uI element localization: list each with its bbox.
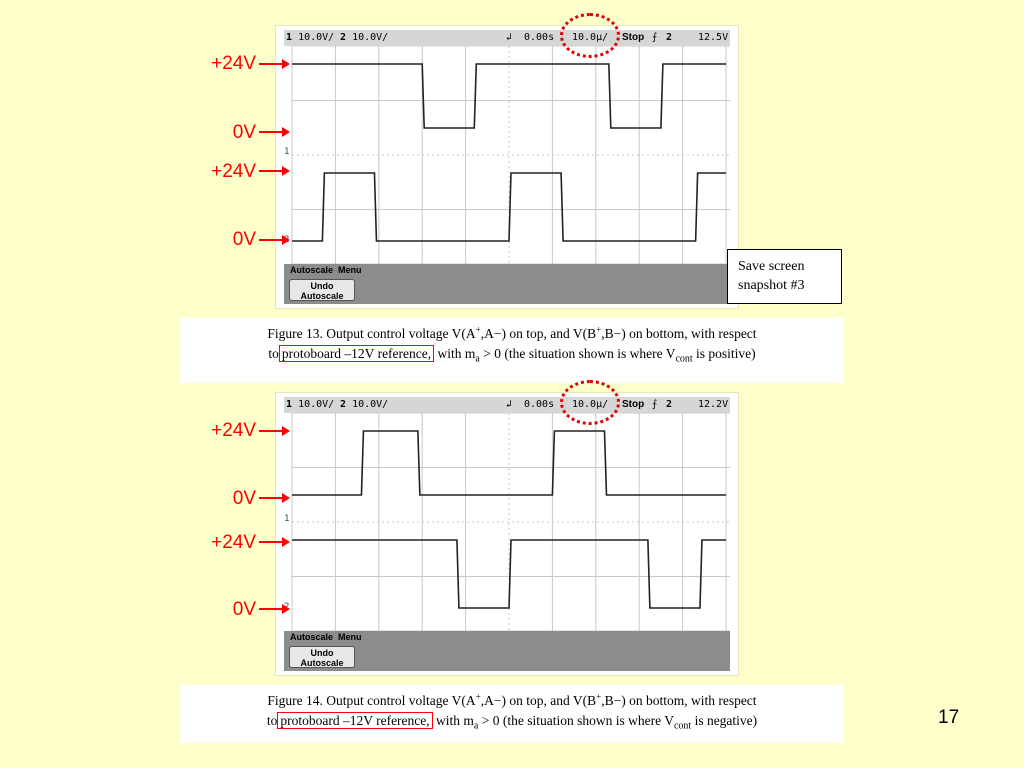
trigger-marker-icon: ↲ xyxy=(506,32,513,43)
label-0v-bottom-1: 0V xyxy=(232,229,256,250)
caption-text: Figure 13. Output control voltage V(A xyxy=(267,326,476,341)
waveform-display xyxy=(284,46,730,264)
arrow-0v-top-2 xyxy=(259,497,283,499)
caption-text: ) on top, and V(B xyxy=(501,693,597,708)
trigger-level: 12.5V xyxy=(698,32,729,43)
save-screen-note xyxy=(727,249,842,304)
caption-text: with m xyxy=(434,346,476,361)
caption-text: is negative) xyxy=(691,713,758,728)
arrow-0v-bottom-1 xyxy=(259,239,283,241)
run-state: Stop xyxy=(622,399,645,410)
undo-label: Undo xyxy=(310,648,334,658)
run-state: Stop xyxy=(622,32,645,43)
highlight-box: protoboard –12V reference, xyxy=(277,712,432,729)
caption-text: is positive) xyxy=(692,346,756,361)
caption-text: ) on bottom, with respect xyxy=(621,693,757,708)
caption-text: − xyxy=(613,326,622,341)
caption-sub: a xyxy=(475,353,480,365)
trigger-source: 2 xyxy=(666,32,673,43)
ch2-scale: 10.0V/ xyxy=(352,399,389,410)
arrow-24v-bottom-1 xyxy=(259,170,283,172)
caption-text: with m xyxy=(432,713,474,728)
figure-14-caption xyxy=(180,685,844,743)
ch2-scale: 10.0V/ xyxy=(352,32,389,43)
caption-text: ) on bottom, with respect xyxy=(621,326,757,341)
scope-header: 1 10.0V/ 2 10.0V/ ↲ 0.00s 10.0µ/ Stop ⨍ 2 12.5V xyxy=(284,30,730,46)
arrow-0v-bottom-2 xyxy=(259,608,283,610)
label-0v-top-1: 0V xyxy=(232,122,256,143)
autoscale-button-label: Autoscale xyxy=(300,658,344,668)
highlight-ellipse-1 xyxy=(560,13,620,58)
caption-text: ,A xyxy=(480,693,494,708)
caption-text: − xyxy=(493,326,502,341)
caption-sup: + xyxy=(475,324,481,335)
arrow-0v-top-1 xyxy=(259,131,283,133)
caption-text: − xyxy=(493,693,502,708)
highlight-ellipse-2 xyxy=(560,380,620,425)
menu-label: Menu xyxy=(338,632,362,642)
caption-text: ,B xyxy=(601,326,614,341)
label-0v-top-2: 0V xyxy=(232,488,256,509)
highlight-box: protoboard –12V reference, xyxy=(279,345,434,362)
softkey-labels xyxy=(290,632,362,642)
caption-sub: cont xyxy=(673,720,692,732)
save-note-line2: snapshot #3 xyxy=(738,278,805,293)
caption-text: > 0 (the situation shown is where V xyxy=(479,346,676,361)
ch1-scale: 10.0V/ xyxy=(298,32,335,43)
ch1-ground-marker: 1 xyxy=(284,514,290,524)
caption-text: > 0 (the situation shown is where V xyxy=(478,713,674,728)
trigger-marker-icon: ↲ xyxy=(506,399,513,410)
time-scale: 10.0µ/ xyxy=(572,399,609,410)
arrow-24v-top-1 xyxy=(259,63,283,65)
softkey-bar xyxy=(284,264,730,304)
caption-sub: a xyxy=(473,720,479,732)
caption-text: ,A xyxy=(480,326,494,341)
caption-sup: + xyxy=(475,691,481,702)
caption-sub: cont xyxy=(675,353,693,365)
label-24v-top-1: +24V xyxy=(211,53,256,74)
autoscale-button-label: Autoscale xyxy=(300,291,344,301)
autoscale-label: Autoscale xyxy=(290,265,334,275)
caption-text: ,B xyxy=(601,693,614,708)
trigger-edge-icon: ⨍ xyxy=(652,32,658,43)
autoscale-label: Autoscale xyxy=(290,632,334,642)
arrow-24v-top-2 xyxy=(259,430,283,432)
time-scale: 10.0µ/ xyxy=(572,32,609,43)
caption-text: to xyxy=(268,346,279,361)
trigger-source: 2 xyxy=(666,399,673,410)
arrow-24v-bottom-2 xyxy=(259,541,283,543)
caption-sup: + xyxy=(596,324,602,335)
oscilloscope-screenshot-2 xyxy=(275,392,739,676)
label-0v-bottom-2: 0V xyxy=(232,599,256,620)
time-offset: 0.00s xyxy=(524,32,555,43)
save-note-line1: Save screen xyxy=(738,259,805,274)
trigger-level: 12.2V xyxy=(698,399,729,410)
caption-text: ) on top, and V(B xyxy=(501,326,597,341)
ch1-ground-marker: 1 xyxy=(284,147,290,157)
undo-autoscale-button[interactable] xyxy=(289,646,355,668)
caption-sup: + xyxy=(596,691,602,702)
softkey-bar xyxy=(284,631,730,671)
undo-autoscale-button[interactable] xyxy=(289,279,355,301)
oscilloscope-screenshot-1 xyxy=(275,25,739,309)
label-24v-bottom-1: +24V xyxy=(211,161,256,182)
label-24v-bottom-2: +24V xyxy=(211,532,256,553)
ch1-scale: 10.0V/ xyxy=(298,399,335,410)
time-offset: 0.00s xyxy=(524,399,555,410)
menu-label: Menu xyxy=(338,265,362,275)
caption-text: − xyxy=(613,693,622,708)
undo-label: Undo xyxy=(310,281,334,291)
waveform-display xyxy=(284,413,730,631)
figure-13-caption xyxy=(180,318,844,383)
trigger-edge-icon: ⨍ xyxy=(652,399,658,410)
caption-text: to xyxy=(266,713,278,728)
caption-text: Figure 14. Output control voltage V(A xyxy=(267,693,476,708)
softkey-labels xyxy=(290,265,362,275)
page-number: 17 xyxy=(938,707,960,728)
scope-header: 1 10.0V/ 2 10.0V/ ↲ 0.00s 10.0µ/ Stop ⨍ 2 12.2V xyxy=(284,397,730,413)
label-24v-top-2: +24V xyxy=(211,420,256,441)
